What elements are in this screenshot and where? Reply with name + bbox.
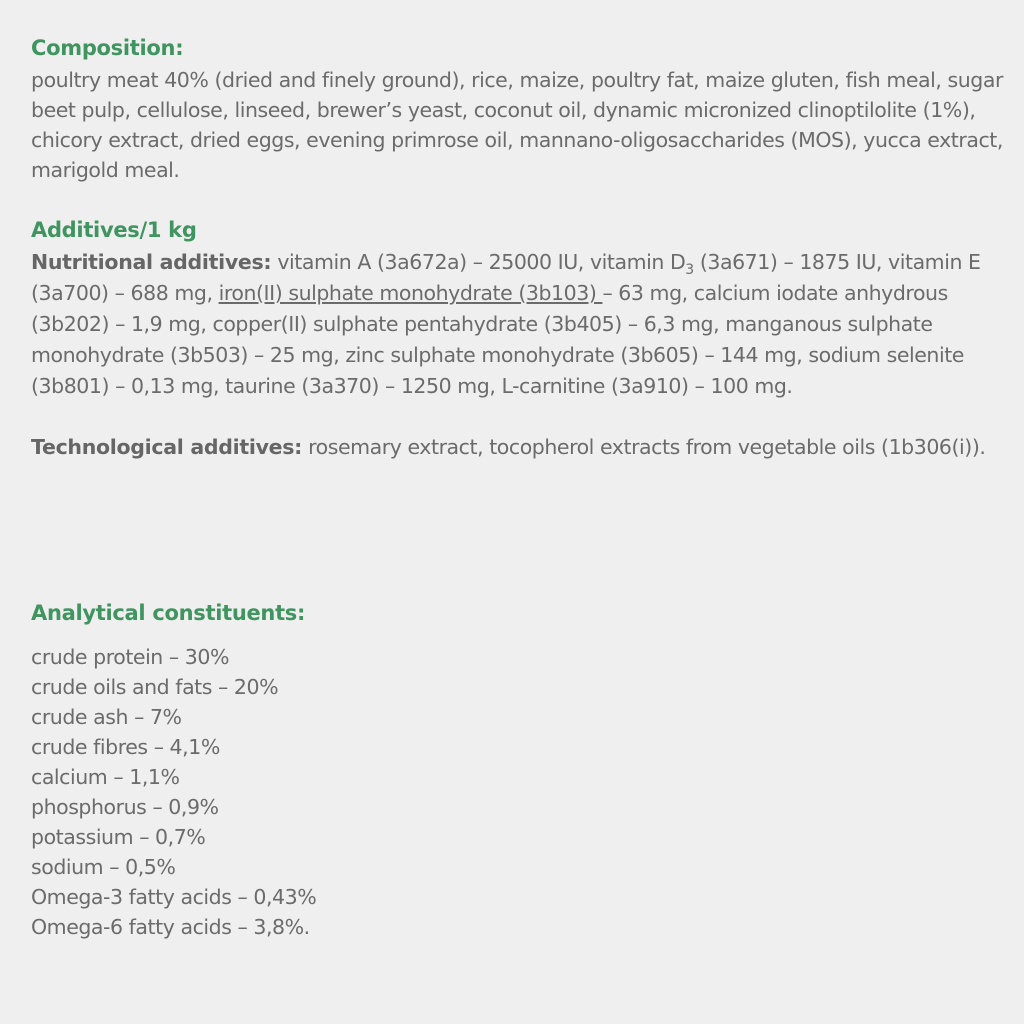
list-item: crude fibres – 4,1% (31, 735, 220, 759)
technological-additives-label: Technological additives: (31, 435, 303, 459)
list-item: phosphorus – 0,9% (31, 795, 219, 819)
list-item: Omega-3 fatty acids – 0,43% (31, 885, 317, 909)
nutritional-text-part1: vitamin A (3a672a) – 25000 IU, vitamin D (271, 250, 686, 274)
composition-text: poultry meat 40% (dried and finely ground), rice, maize, poultry fat, maize gluten, fish meal, sugar beet pulp, cellulose, linseed, brewer’s yeast, coconut oil, dynamic micronized clinoptilolite (1%), chicory extract, dried eggs, evening primrose oil, mannano-oligosaccharides (MOS), yucca extract, marigold meal. (31, 68, 1003, 182)
additives-heading: Additives/1 kg (31, 218, 197, 242)
composition-heading: Composition: (31, 36, 184, 60)
list-item: Omega-6 fatty acids – 3,8%. (31, 915, 310, 939)
nutritional-additives-label: Nutritional additives: (31, 250, 272, 274)
nutritional-text-part2: (3a671) – 1875 IU, vitamin E (3a700) – 688 mg, (31, 250, 981, 305)
technological-additives-text: rosemary extract, tocopherol extracts from vegetable oils (1b306(i)). (302, 435, 986, 459)
iron-sulphate-link[interactable]: iron(II) sulphate monohydrate (3b103) (218, 281, 603, 305)
analytical-heading: Analytical constituents: (31, 601, 306, 625)
list-item: calcium – 1,1% (31, 765, 180, 789)
list-item: crude oils and fats – 20% (31, 675, 279, 699)
list-item: crude protein – 30% (31, 645, 230, 669)
technological-additives-paragraph (31, 432, 1006, 462)
vitamin-d-subscript: 3 (685, 262, 694, 278)
nutritional-text-part3: – 63 mg, calcium iodate anhydrous (3b202) – 1,9 mg, copper(II) sulphate pentahydrate (3b405) – 6,3 mg, manganous sulphate monohydrate (3b503) – 25 mg, zinc sulphate monohydrate (3b605) – 144 mg, sodium selenite (3b801) – 0,13 mg, taurine (3a370) – 1250 mg, L-carnitine (3a910) – 100 mg. (31, 281, 964, 398)
nutritional-additives-paragraph (31, 247, 1006, 402)
list-item: potassium – 0,7% (31, 825, 206, 849)
analytical-constituents-list (31, 642, 316, 942)
list-item: sodium – 0,5% (31, 855, 176, 879)
list-item: crude ash – 7% (31, 705, 182, 729)
